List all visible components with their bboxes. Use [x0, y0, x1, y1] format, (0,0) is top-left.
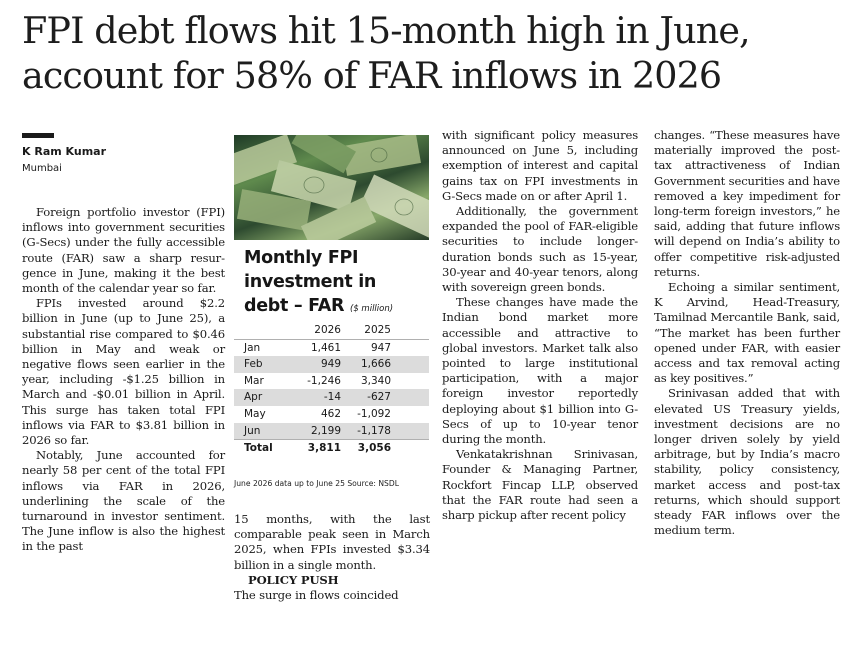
table-row — [234, 389, 429, 406]
byline-place: Mumbai — [22, 163, 62, 174]
table-row — [234, 356, 429, 373]
title-line-2: investment in — [244, 272, 377, 292]
total-2026: 3,811 — [307, 442, 341, 455]
row-2026: 462 — [320, 407, 341, 420]
row-2026: -1,246 — [307, 374, 341, 387]
table-row — [234, 340, 429, 357]
row-2025: 3,340 — [360, 374, 391, 387]
column-4 — [654, 128, 840, 538]
column-1 — [22, 205, 225, 555]
currency-notes-illustration — [234, 135, 429, 240]
total-2025: 3,056 — [357, 442, 391, 455]
row-month: Apr — [244, 391, 263, 404]
total-label: Total — [244, 442, 273, 455]
byline-author: K Ram Kumar — [22, 145, 107, 158]
table-header-2026: 2026 — [314, 324, 341, 336]
title-line-3: debt – FAR — [244, 296, 345, 316]
table-header-row — [234, 322, 429, 340]
table-row — [234, 373, 429, 390]
paragraph-7-continued: changes. “These measures have materially improved the post-tax attractiveness of Indian Government securities and have removed a key impediment for long-term foreign investors,” he said, adding that future inflows will depend on India’s ability to offer competitive risk-adjusted returns. — [654, 128, 840, 279]
fpi-table-panel — [234, 240, 429, 495]
row-month: Feb — [244, 358, 263, 371]
currency-photo — [234, 135, 429, 240]
row-month: Mar — [244, 374, 264, 387]
paragraph-4-continued: with significant policy measures announced on June 5, including exemption of interest and capital gains tax on FPI investments in G-Secs made on or after April 1. — [442, 128, 638, 203]
row-2025: -1,178 — [357, 424, 391, 437]
row-2025: -1,092 — [357, 407, 391, 420]
fpi-table — [234, 322, 429, 457]
table-total-row — [234, 439, 429, 457]
paragraph-2: FPIs invested around $2.2 billion in June (up to June 25), a substantial rise compared to $0.46 billion in May and weak or negative flows seen earlier in the year, including -$1.25 billion in March and -$0.01 billion in April. This surge has taken total FPI inflows via FAR to $3.81 billion in 2026 so far. — [22, 296, 225, 448]
title-unit: ($ million) — [350, 304, 394, 314]
fpi-infographic — [234, 135, 429, 495]
paragraph-3: Notably, June accounted for nearly 58 per cent of the total FPI inflows via FAR in 2026, underlining the scale of the turnaround in investor sentiment. The June inflow is also the highest in the past — [22, 448, 225, 554]
headline-line-2: account for 58% of FAR inflows in 2026 — [22, 54, 722, 97]
paragraph-8: Echoing a similar sentiment, K Arvind, Head-Treasury, Tamilnad Mercantile Bank, said, “The market has been further opened under FAR, with easier access and tax removal acting as key positives.” — [654, 280, 840, 386]
infographic-title — [244, 246, 393, 321]
row-2026: 1,461 — [310, 341, 341, 354]
row-month: Jun — [244, 424, 261, 437]
table-header-2025: 2025 — [364, 324, 391, 336]
table-row — [234, 406, 429, 423]
paragraph-6: These changes have made the Indian bond market more accessible and attractive to global investors. Market talk also pointed to large institutional participation, with a major foreign investor reportedly deploying about $1 billion into G-Secs of up to 10-year tenor during the month. — [442, 295, 638, 447]
paragraph-5: Additionally, the government expanded the pool of FAR-eligible securities to include longer-duration bonds such as 15-year, 30-year and 40-year tenors, along with sovereign green bonds. — [442, 204, 638, 295]
row-2026: -14 — [323, 391, 341, 404]
paragraph-9: Srinivasan added that with elevated US Treasury yields, investment decisions are no longer driven solely by yield arbitrage, but by India’s macro stability, policy consistency, market access and post-tax returns, which should support steady FAR inflows over the medium term. — [654, 386, 840, 538]
row-month: May — [244, 407, 266, 420]
paragraph-3-continued: 15 months, with the last comparable peak seen in March 2025, when FPIs invested $3.34 billion in a single month. — [234, 512, 430, 572]
row-2025: -627 — [367, 391, 391, 404]
title-line-1: Monthly FPI — [244, 248, 359, 268]
row-2025: 1,666 — [360, 358, 391, 371]
paragraph-4: The surge in flows coincided — [234, 588, 399, 603]
paragraph-1: Foreign portfolio investor (FPI) inflows into government securities (G-Secs) under the fully accessible route (FAR) saw a sharp resurgence in June, making it the best month of the calendar year so far. — [22, 205, 225, 296]
graphic-footnote: June 2026 data up to June 25 Source: NSDL — [234, 479, 399, 488]
table-row — [234, 423, 429, 440]
headline — [22, 8, 842, 98]
column-3 — [442, 128, 638, 523]
byline-rule — [22, 133, 54, 138]
row-2026: 949 — [320, 358, 341, 371]
row-2026: 2,199 — [310, 424, 341, 437]
row-2025: 947 — [370, 341, 391, 354]
paragraph-7: Venkatakrishnan Srinivasan, Founder & Managing Partner, Rockfort Fincap LLP, observed that the FAR route had seen a sharp pickup after recent policy — [442, 447, 638, 523]
headline-line-1: FPI debt flows hit 15-month high in June, — [22, 9, 750, 52]
row-month: Jan — [244, 341, 261, 354]
subhead-policy-push: POLICY PUSH — [248, 572, 339, 587]
column-2 — [234, 512, 430, 603]
